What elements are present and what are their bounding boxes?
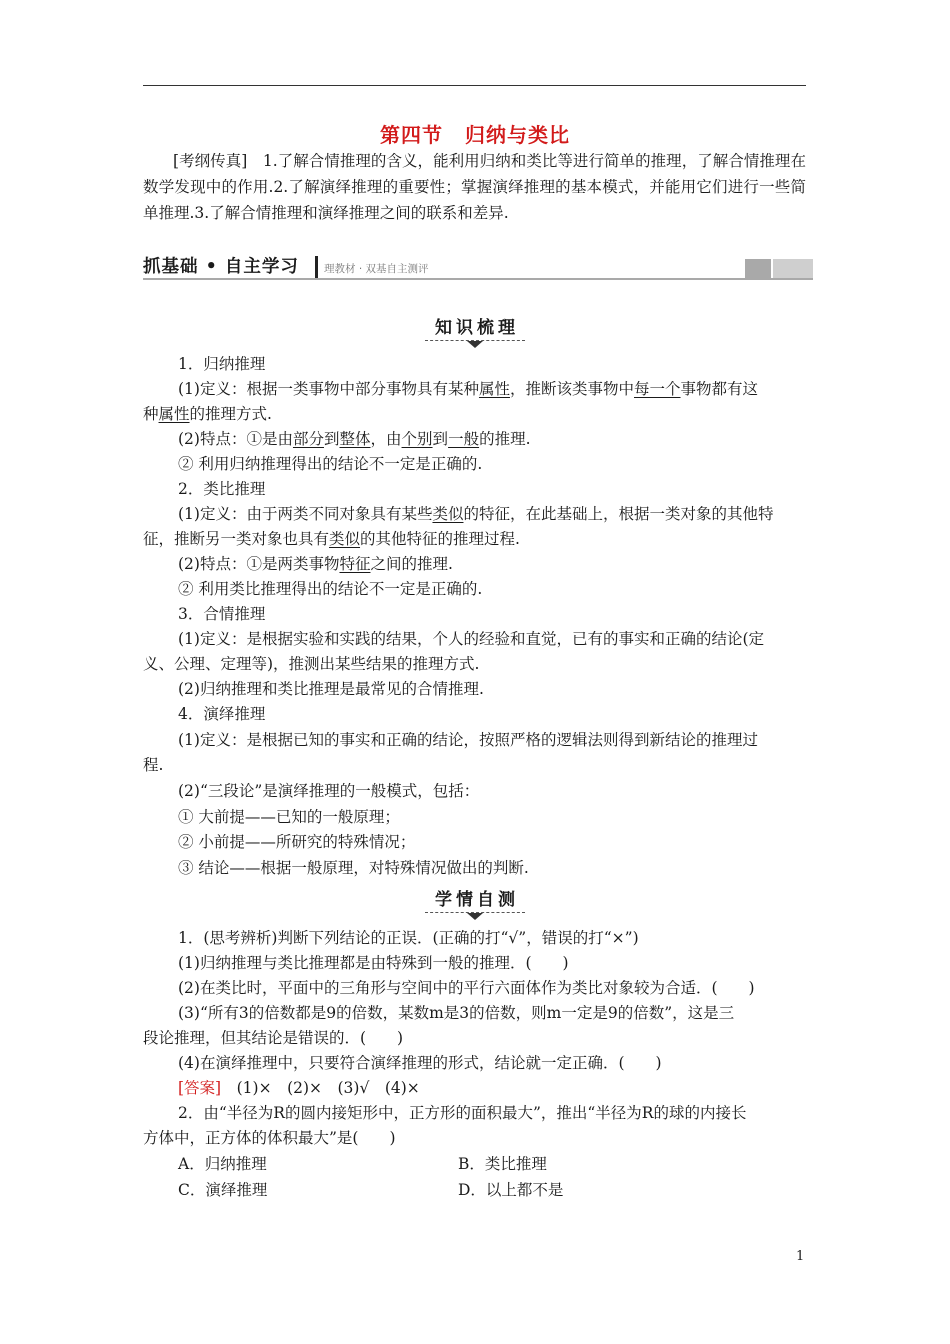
definition-line: 征，推断另一类对象也具有类似的其他特征的推理过程. — [143, 530, 520, 548]
question-item: (1)归纳推理与类比推理都是由特殊到一般的推理．( ) — [178, 954, 569, 972]
page-number: 1 — [796, 1249, 805, 1264]
option-c: C．演绎推理 — [178, 1181, 268, 1199]
knowledge-heading-text: 知识梳理 — [425, 313, 525, 341]
blank-answer: 属性 — [478, 380, 510, 398]
question-item: (3)“所有3的倍数都是9的倍数，某数m是3的倍数，则m一定是9的倍数”，这是三 — [178, 1004, 735, 1022]
question-stem: 方体中，正方体的体积最大”是( ) — [143, 1129, 396, 1147]
item-heading: 1．归纳推理 — [178, 355, 266, 373]
banner-block-dark — [745, 259, 771, 278]
feature-line: ② 利用类比推理得出的结论不一定是正确的. — [178, 580, 483, 598]
intro-text: 1.了解合情推理的含义，能利用归纳和类比等进行简单的推理，了解合情推理在数学发现中的作用.2.了解演绎推理的重要性；掌握演绎推理的基本模式，并能用它们进行一些简单推理.3.了解合情推理和演绎推理之间的联系和差异. — [143, 152, 806, 222]
answer-line — [178, 1077, 806, 1099]
answer-label: [答案] — [178, 1079, 222, 1097]
syllogism-line: ① 大前提——已知的一般原理； — [178, 808, 400, 826]
syllabus-intro — [143, 148, 806, 226]
header-rule — [143, 85, 806, 86]
blank-answer: 类似 — [329, 530, 361, 548]
question-stem: 2．由“半径为R的圆内接矩形中，正方形的面积最大”，推出“半径为R的球的内接长 — [178, 1104, 747, 1122]
question-item: 段论推理，但其结论是错误的．( ) — [143, 1029, 404, 1047]
section-banner — [143, 256, 813, 280]
feature-line: (2)特点：①是由部分到整体，由个别到一般的推理. — [178, 430, 531, 448]
page-title — [0, 119, 950, 148]
knowledge-heading — [0, 313, 950, 348]
blank-answer: 类似 — [432, 505, 464, 523]
blank-answer: 个别 — [401, 430, 433, 448]
heading-pointer-icon — [467, 913, 483, 920]
section-name: 归纳与类比 — [465, 123, 570, 147]
banner-divider — [315, 256, 318, 278]
blank-answer: 部分 — [292, 430, 324, 448]
intro-label: [考纲传真] — [173, 152, 248, 170]
banner-block-light — [773, 259, 813, 278]
definition-line: (1)定义：是根据已知的事实和正确的结论，按照严格的逻辑法则得到新结论的推理过 — [178, 731, 758, 749]
blank-answer: 一般 — [448, 430, 480, 448]
answer-text: (1)× (2)× (3)√ (4)× — [236, 1079, 420, 1097]
feature-line: ② 利用归纳推理得出的结论不一定是正确的. — [178, 455, 483, 473]
feature-line: (2)特点：①是两类事物特征之间的推理. — [178, 555, 453, 573]
feature-line: (2)归纳推理和类比推理是最常见的合情推理. — [178, 680, 484, 698]
banner-subtitle: 理教材 · 双基自主测评 — [324, 263, 429, 275]
option-d: D．以上都不是 — [458, 1181, 564, 1199]
banner-rule — [143, 278, 813, 280]
feature-line: (2)“三段论”是演绎推理的一般模式，包括： — [178, 782, 480, 800]
self-test-heading — [0, 885, 950, 920]
option-b: B．类比推理 — [458, 1155, 547, 1173]
blank-answer: 整体 — [339, 430, 371, 448]
self-test-heading-text: 学情自测 — [425, 885, 525, 913]
definition-line: 义、公理、定理等)，推测出某些结果的推理方式. — [143, 655, 480, 673]
question-item: (4)在演绎推理中，只要符合演绎推理的形式，结论就一定正确．( ) — [178, 1054, 662, 1072]
syllogism-line: ③ 结论——根据一般原理，对特殊情况做出的判断. — [178, 859, 529, 877]
definition-line: (1)定义：根据一类事物中部分事物具有某种属性，推断该类事物中每一个事物都有这 — [178, 380, 759, 398]
item-heading: 3．合情推理 — [178, 605, 266, 623]
definition-line: (1)定义：由于两类不同对象具有某些类似的特征，在此基础上，根据一类对象的其他特 — [178, 505, 774, 523]
question-stem: 1．(思考辨析)判断下列结论的正误．(正确的打“√”，错误的打“×”) — [178, 929, 639, 947]
item-heading: 2．类比推理 — [178, 480, 266, 498]
syllogism-line: ② 小前提——所研究的特殊情况； — [178, 833, 416, 851]
blank-answer: 每一个 — [634, 380, 681, 398]
heading-pointer-icon — [467, 341, 483, 348]
blank-answer: 特征 — [339, 555, 371, 573]
item-heading: 4．演绎推理 — [178, 705, 266, 723]
definition-line: 程. — [143, 756, 164, 774]
definition-line: 种属性的推理方式. — [143, 405, 272, 423]
option-a: A．归纳推理 — [178, 1155, 267, 1173]
question-item: (2)在类比时，平面中的三角形与空间中的平行六面体作为类比对象较为合适．( ) — [178, 979, 755, 997]
section-number: 第四节 — [380, 123, 443, 147]
definition-line: (1)定义：是根据实验和实践的结果，个人的经验和直觉，已有的事实和正确的结论(定 — [178, 630, 765, 648]
banner-title: 抓基础 • 自主学习 — [143, 257, 299, 277]
blank-answer: 属性 — [158, 405, 190, 423]
